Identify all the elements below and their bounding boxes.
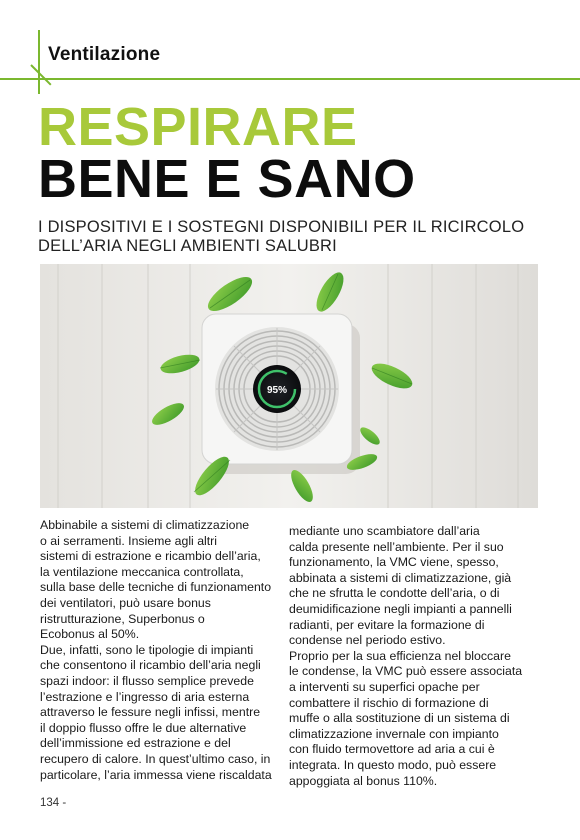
hero-photo bbox=[40, 264, 538, 508]
body-line: Ecobonus al 50%. bbox=[40, 627, 140, 642]
subtitle-line-2: DELL’ARIA NEGLI AMBIENTI SALUBRI bbox=[38, 237, 337, 255]
body-line: integrata. In questo modo, può essere bbox=[289, 757, 497, 772]
body-line: muffe o alla sostituzione di un sistema di bbox=[289, 711, 510, 726]
body-line: spazi indoor: il flusso semplice prevede bbox=[40, 673, 254, 688]
body-line: funzionamento, la VMC viene, spesso, bbox=[289, 555, 499, 570]
headline-line-1: RESPIRARE bbox=[38, 97, 358, 157]
body-line: dei ventilatori, può usare bonus bbox=[40, 595, 211, 610]
body-column-left bbox=[40, 518, 280, 783]
body-line: con fluido termovettore ad aria a cui è bbox=[289, 742, 495, 757]
body-line: a interventi su superfici opache per bbox=[289, 679, 480, 694]
body-line: combattere il rischio di formazione di bbox=[289, 695, 489, 710]
body-line: recupero di calore. In quest’ultimo caso, in bbox=[40, 751, 271, 766]
purifier-display-value: 95% bbox=[266, 385, 288, 396]
body-line: condense nel periodo estivo. bbox=[289, 633, 446, 648]
body-line: che ne sfrutta le condotte dell’aria, o di bbox=[289, 586, 500, 601]
body-line: mediante uno scambiatore dall’aria bbox=[289, 524, 480, 538]
body-line: le condense, la VMC può essere associata bbox=[289, 664, 523, 679]
body-line: o ai serramenti. Insieme agli altri bbox=[40, 533, 218, 548]
body-line: la ventilazione meccanica controllata, bbox=[40, 564, 244, 579]
body-line: radianti, per evitare la formazione di bbox=[289, 617, 485, 632]
header-horizontal-rule bbox=[0, 78, 580, 80]
body-line: che consentono il ricambio dell’aria negli bbox=[40, 658, 261, 673]
subtitle-line-1: I DISPOSITIVI E I SOSTEGNI DISPONIBILI PER IL RICIRCOLO bbox=[38, 218, 525, 236]
body-column-right bbox=[289, 524, 529, 789]
header-vertical-rule bbox=[38, 30, 40, 94]
body-line: dell’immissione ed estrazione e del bbox=[40, 736, 231, 751]
body-line: l’estrazione e l’ingresso di aria esterna bbox=[40, 689, 250, 704]
body-line: il doppio flusso offre le due alternative bbox=[40, 720, 247, 735]
page-number: 134 - bbox=[40, 797, 67, 809]
headline-line-2: BENE E SANO bbox=[38, 149, 416, 209]
body-line: climatizzazione invernale con impianto bbox=[289, 726, 499, 741]
body-line: ristrutturazione, Superbonus o bbox=[40, 611, 205, 626]
body-line: Proprio per la sua efficienza nel bloccare bbox=[289, 648, 511, 663]
body-line: attraverso le fessure negli infissi, mentre bbox=[40, 705, 261, 720]
body-line: deumidificazione negli impianti a pannelli bbox=[289, 601, 512, 616]
body-line: calda presente nell’ambiente. Per il suo bbox=[289, 539, 504, 554]
hero-photo-illustration bbox=[40, 264, 538, 508]
body-line: sistemi di estrazione e ricambio dell’aria, bbox=[40, 549, 261, 564]
header-diagonal-tick bbox=[30, 64, 51, 85]
body-line: abbinata a sistemi di climatizzazione, già bbox=[289, 570, 512, 585]
body-line: Due, infatti, sono le tipologie di impianti bbox=[40, 642, 254, 657]
body-line: appoggiata al bonus 110%. bbox=[289, 773, 438, 788]
body-line: Abbinabile a sistemi di climatizzazione bbox=[40, 518, 250, 532]
section-label: Ventilazione bbox=[48, 44, 161, 65]
body-line: particolare, l’aria immessa viene riscaldata bbox=[40, 767, 272, 782]
subtitle bbox=[38, 218, 538, 256]
body-line: sulla base delle tecniche di funzionamento bbox=[40, 580, 272, 595]
